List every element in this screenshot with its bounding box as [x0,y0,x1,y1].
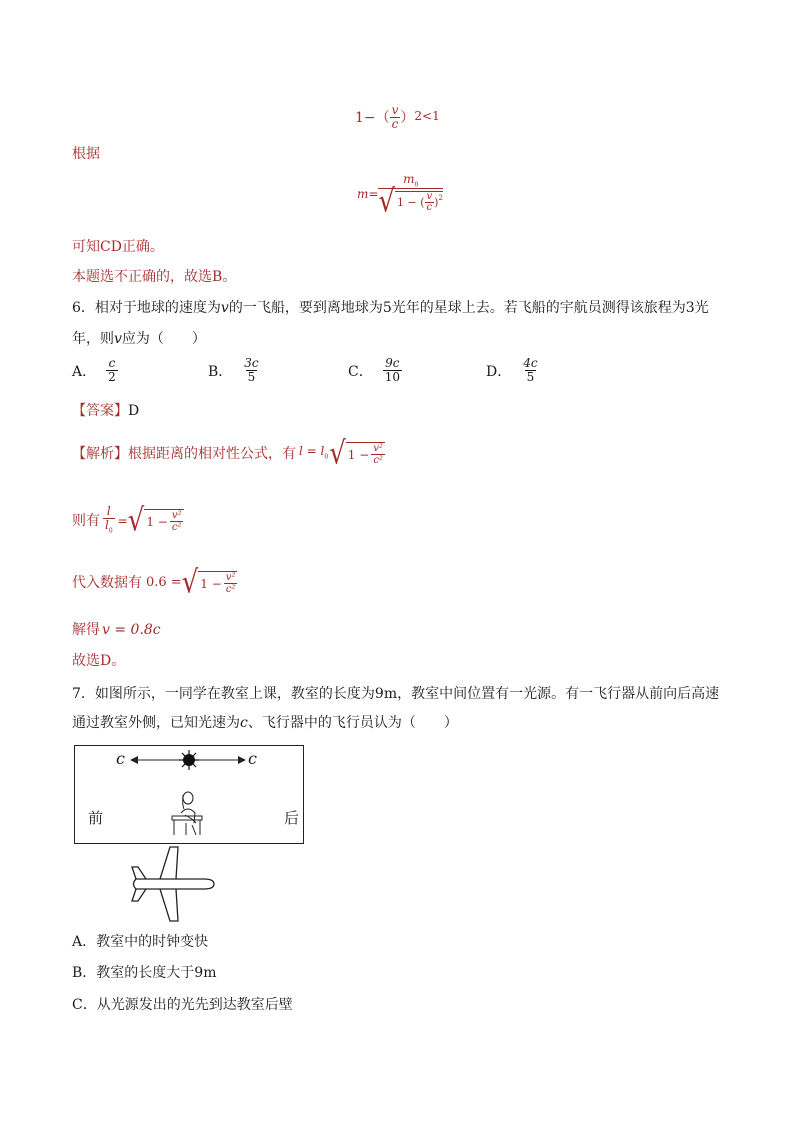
q6-analysis: 【解析】 根据距离的相对性公式，有 $l = l_0$ √ 1 − $\frac{\text{v²}}{\text{c²}}$ [72,436,383,473]
q7-option-c[interactable]: C．从光源发出的光先到达教室后壁 [72,997,293,1013]
q6-option-b[interactable]: B． $\frac{3c}{5}$ [208,356,259,384]
q6-option-c[interactable]: C． $\frac{9c}{10}$ [348,356,400,384]
q6-line2: 年，则v应为（ ） [72,331,206,347]
arrowhead-left [130,756,138,764]
q6-option-a[interactable]: A． $\frac{c}{2}$ [72,356,116,384]
q6-choose: 故选D。 [72,653,126,669]
q7-option-b[interactable]: B．教室的长度大于9m [72,965,217,981]
q7-option-a[interactable]: A．教室中的时钟变快 [72,934,209,950]
arrowhead-right [238,756,246,764]
back-label: 后 [284,809,300,827]
basis-label: 根据 [72,146,100,162]
v-over-c: $\frac{v}{c}$ [391,103,399,131]
cd-correct: 可知CD正确。 [72,239,164,255]
sqrt-sign: √ 1 − ( $\frac{v}{c}$ ) 2 [378,184,443,221]
c-label-right: c [248,749,257,768]
not-correct: 本题选不正确的，故选B。 [72,269,237,285]
c-label-left: c [116,749,125,768]
q6-option-d[interactable]: D． $\frac{4c}{5}$ [486,356,538,384]
front-label: 前 [88,809,104,827]
top-formula: 1−（ $\frac{v}{c}$ ） 2<1 [355,103,440,131]
q6-then: 则有 $\frac{l}{l_0}$ = √ 1 − $\frac{\text{v²}}{\text{c²}}$ [72,503,182,540]
q6-substitute: 代入数据有 0.6 = √ 1 − $\frac{\text{v²}}{\text{c²}}$ [72,565,236,601]
airplane-icon [132,847,214,921]
q7-line2: 通过教室外侧，已知光速为c、飞行器中的飞行员认为（ ） [72,715,458,731]
q6-line1: 6．相对于地球的速度为v的一飞船，要到离地球为5光年的星球上去。若飞船的宇航员测得该旅程为3光 [72,300,709,316]
q6-solve: 解得 v = 0.8c [72,622,161,638]
student-icon [172,792,202,835]
light-source-icon [179,750,199,770]
classroom-figure [72,743,304,923]
mass-formula: m= $m_0$ √ 1 − ( $\frac{v}{c}$ ) 2 [357,172,443,221]
q6-answer: 【答案】D [72,403,140,419]
q7-line1: 7．如图所示，一同学在教室上课，教室的长度为9m，教室中间位置有一光源。有一飞行器从前向后高速 [72,686,720,702]
figure-drawing [72,743,304,923]
